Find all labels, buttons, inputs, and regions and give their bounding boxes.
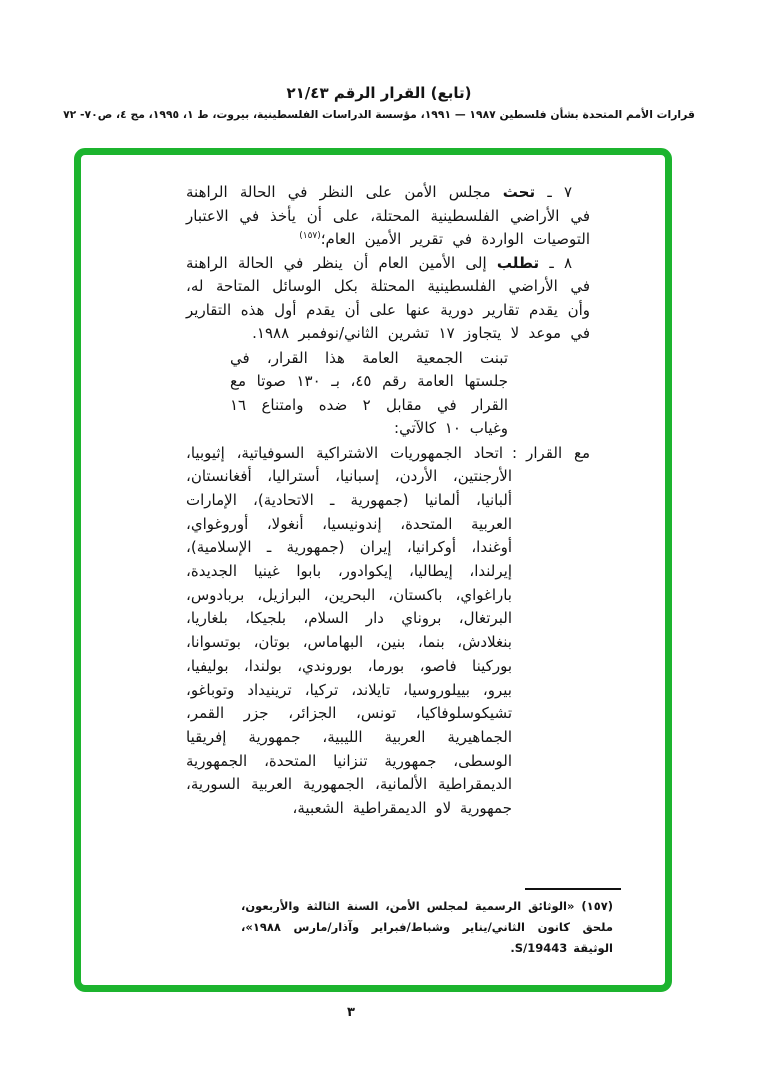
vote-with-countries: اتحاد الجمهوريات الاشتراكية السوفياتية، إثيوبيا، الأرجنتين، الأردن، إسبانيا، أستراليا، أفغانستان، ألبانيا، ألمانيا (جمهورية ـ الاتحادية)، الإمارات العربية المتحدة، إندونيسيا، أنغولا، أوروغواي، أوغندا، أوكرانيا، إيران (جمهورية ـ الإسلامية)، إيرلندا، إيطاليا، إيكوادور، بابوا غينيا الجديدة، باراغواي، باكستان، البحرين، البرازيل، بربادوس، البرتغال، بروناي دار السلام، بلجيكا، بلغاريا، بنغلادش، بنما، بنين، البهاماس، بوتان، بوتسوانا، بوركينا فاصو، بورما، بوروندي، بولندا، بوليفيا، بيرو، بييلوروسيا، تايلاند، تركيا، ترينيداد وتوباغو، تشيكوسلوفاكيا، تونس، الجزائر، جزر القمر، الجماهيرية العربية الليبية، جمهورية إفريقيا الوسطى، جمهورية تنزانيا المتحدة، الجمهورية الديمقراطية الألمانية، الجمهورية العربية السورية، جمهورية لاو الديمقراطية الشعبية، [186,443,512,818]
page-number: ٣ [347,1005,355,1020]
paragraph-8-verb: تطلب [496,253,540,272]
footnote-paragraph [241,896,613,959]
operative-paragraph-7 [186,181,590,252]
resolution-text-block [186,181,590,821]
paragraph-8-number: ٨ ـ [539,253,572,272]
footnote-reference-157: (١٥٧) [299,231,321,241]
vote-label-separator: : [512,443,518,462]
page-title: (تابع) القرار الرقم ٢١/٤٣ [286,84,472,102]
paragraph-7-text: مجلس الأمن على النظر في الحالة الراهنة في الأراضي الفلسطينية المحتلة، على أن يأخذ في الاعتبار التوصيات الواردة في تقرير الأمين العام؛ [186,183,590,248]
green-highlight-frame [74,148,672,992]
vote-with-label: مع القرار [526,443,590,462]
footnote-marker: (١٥٧) [581,899,613,913]
operative-paragraph-8 [186,252,590,346]
paragraph-8-text: إلى الأمين العام أن ينظر في الحالة الراهنة في الأراضي الفلسطينية المحتلة بكل الوسائل المتاحة له، وأن يقدم تقارير دورية عنها على أن يقدم أول هذه التقارير في موعد لا يتجاوز ١٧ تشرين الثاني/نوفمبر ١٩٨٨. [186,253,590,342]
footnote-text: «الوثائق الرسمية لمجلس الأمن، السنة الثالثة والأربعون، ملحق كانون الثاني/يناير وشباط/فبراير وآذار/مارس ١٩٨٨»، الوثيقة S/19443. [241,899,613,955]
vote-with-list [186,442,590,821]
source-citation: قرارات الأمم المتحدة بشأن فلسطين ١٩٨٧ — ١٩٩١، مؤسسة الدراسات الفلسطينية، بيروت، ط ١، ١٩٩٥، مج ٤، ص٧٠- ٧٢ [63,108,695,121]
adoption-statement: تبنت الجمعية العامة هذا القرار، في جلستها العامة رقم ٤٥، بـ ١٣٠ صوتا مع القرار في مقابل ٢ ضده وامتناع ١٦ وغياب ١٠ كالآتي: [230,348,509,437]
footnote-divider [525,888,621,890]
paragraph-7-verb: تحث [502,183,536,201]
footnote [241,888,613,959]
paragraph-7-number: ٧ ـ [535,183,573,201]
